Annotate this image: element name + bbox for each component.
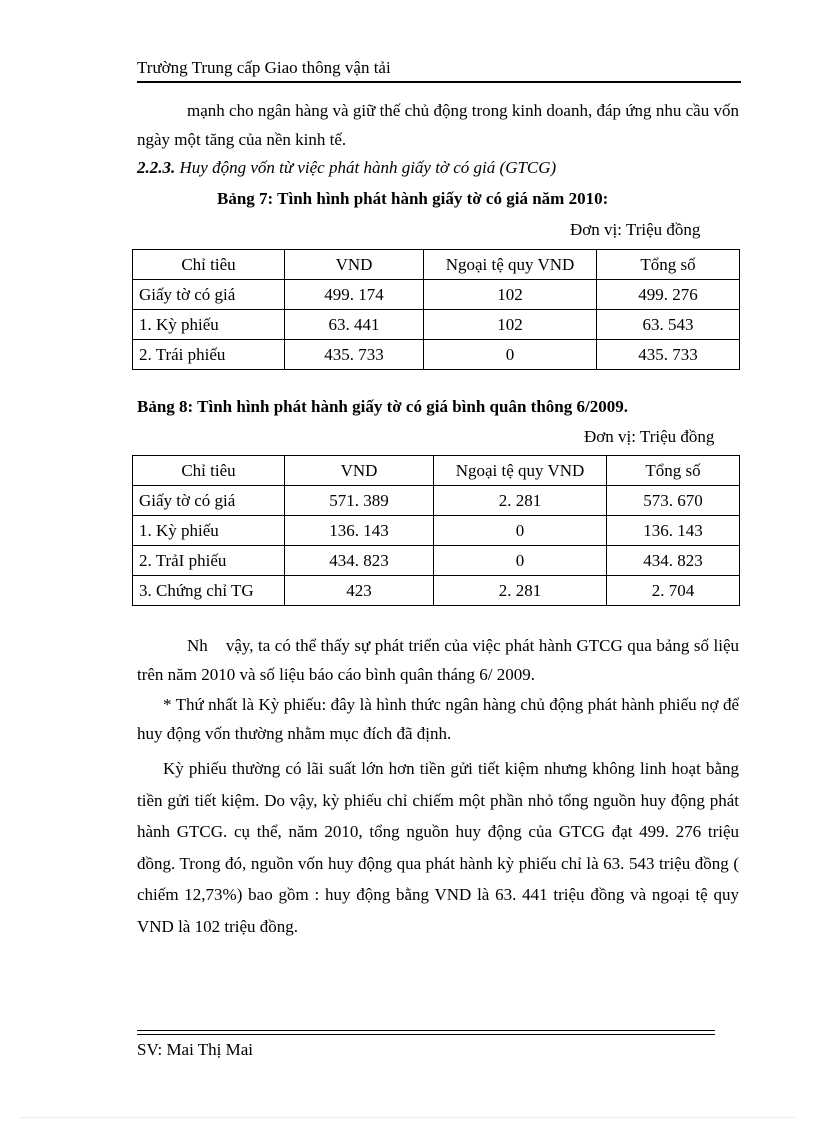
body-paragraph-3: Kỳ phiếu thường có lãi suất lớn hơn tiền gửi tiết kiệm nhưng không linh hoạt bằng tiền gửi tiết kiệm. Do vậy, kỳ phiếu chỉ chiếm một phần nhỏ tổng nguồn huy động phát hành GTCG. cụ thể, năm 2010, tổng nguồn huy động của GTCG đạt 499. 276 triệu đồng. Trong đó, nguồn vốn huy động qua phát hành kỳ phiếu chỉ là 63. 543 triệu đồng ( chiếm 12,73%) bao gồm : huy động bằng VND là 63. 441 triệu đồng và ngoại tệ quy VND là 102 triệu đồng.	[137, 759, 739, 936]
table-cell: 102	[424, 280, 597, 310]
page-bottom-border	[20, 1117, 796, 1118]
table-row	[133, 310, 740, 340]
table-cell: 1. Kỳ phiếu	[133, 310, 285, 340]
table8-header-cell: VND	[285, 456, 434, 486]
intro-paragraph: mạnh cho ngân hàng và giữ thế chủ động trong kinh doanh, đáp ứng nhu cầu vốn ngày một tăng của nền kinh tế.	[137, 101, 739, 149]
table-cell: 573. 670	[607, 486, 740, 516]
table-row	[133, 576, 740, 606]
table-cell: 435. 733	[285, 340, 424, 370]
table-cell: 1. Kỳ phiếu	[133, 516, 285, 546]
table-cell: 423	[285, 576, 434, 606]
table-row	[133, 546, 740, 576]
header-rule	[137, 81, 741, 83]
table-cell: 0	[434, 516, 607, 546]
table8-header-cell: Ngoại tệ quy VND	[434, 456, 607, 486]
table-cell: 136. 143	[285, 516, 434, 546]
body-paragraph-2: * Thứ nhất là Kỳ phiếu: đây là hình thức ngân hàng chủ động phát hành phiếu nợ để huy động vốn thường nhằm mục đích đã định.	[137, 695, 739, 743]
table7-unit: Đơn vị: Triệu đồng	[570, 220, 701, 239]
table-cell: 2. TrảI phiếu	[133, 546, 285, 576]
table-cell: Giấy tờ có giá	[133, 486, 285, 516]
footer-rule	[137, 1034, 715, 1035]
table-cell: 0	[424, 340, 597, 370]
table7-header-cell: Ngoại tệ quy VND	[424, 250, 597, 280]
table8-unit: Đơn vị: Triệu đồng	[584, 427, 715, 446]
table-row	[133, 516, 740, 546]
table-cell: 571. 389	[285, 486, 434, 516]
footer-rule	[137, 1030, 715, 1031]
table7-caption: Bảng 7: Tình hình phát hành giấy tờ có giá năm 2010:	[217, 189, 609, 208]
table-cell: 136. 143	[607, 516, 740, 546]
table8-caption: Bảng 8: Tình hình phát hành giấy tờ có giá bình quân thông 6/2009.	[137, 397, 628, 416]
table-cell: 499. 174	[285, 280, 424, 310]
table7	[132, 249, 740, 370]
table-cell: 434. 823	[285, 546, 434, 576]
table7-header-row	[133, 250, 740, 280]
table7-header-cell: Tổng số	[597, 250, 740, 280]
table-row	[133, 340, 740, 370]
table-row	[133, 486, 740, 516]
page-header-title: Trường Trung cấp Giao thông vận tải	[137, 58, 391, 77]
table-cell: 2. 704	[607, 576, 740, 606]
table7-header-cell: VND	[285, 250, 424, 280]
table-cell: 499. 276	[597, 280, 740, 310]
table-cell: 102	[424, 310, 597, 340]
footer-student: SV: Mai Thị Mai	[137, 1040, 254, 1059]
table7-header-cell: Chỉ tiêu	[133, 250, 285, 280]
table-cell: Giấy tờ có giá	[133, 280, 285, 310]
table-cell: 63. 543	[597, 310, 740, 340]
section-number: 2.2.3.	[137, 158, 176, 177]
table-cell: 434. 823	[607, 546, 740, 576]
table-cell: 2. Trái phiếu	[133, 340, 285, 370]
table8-header-cell: Chỉ tiêu	[133, 456, 285, 486]
table-row	[133, 280, 740, 310]
table-cell: 0	[434, 546, 607, 576]
section-title: Huy động vốn từ việc phát hành giấy tờ có giá (GTCG)	[179, 158, 557, 177]
table-cell: 3. Chứng chỉ TG	[133, 576, 285, 606]
table8	[132, 455, 740, 606]
table8-header-row	[133, 456, 740, 486]
section-heading	[137, 158, 556, 178]
table-cell: 435. 733	[597, 340, 740, 370]
table-cell: 2. 281	[434, 486, 607, 516]
body-paragraph-1: Nh vậy, ta có thể thấy sự phát triển của việc phát hành GTCG qua bảng số liệu trên năm 2010 và số liệu báo cáo bình quân tháng 6/ 2009.	[137, 636, 744, 684]
table-cell: 2. 281	[434, 576, 607, 606]
table-cell: 63. 441	[285, 310, 424, 340]
table8-header-cell: Tổng số	[607, 456, 740, 486]
